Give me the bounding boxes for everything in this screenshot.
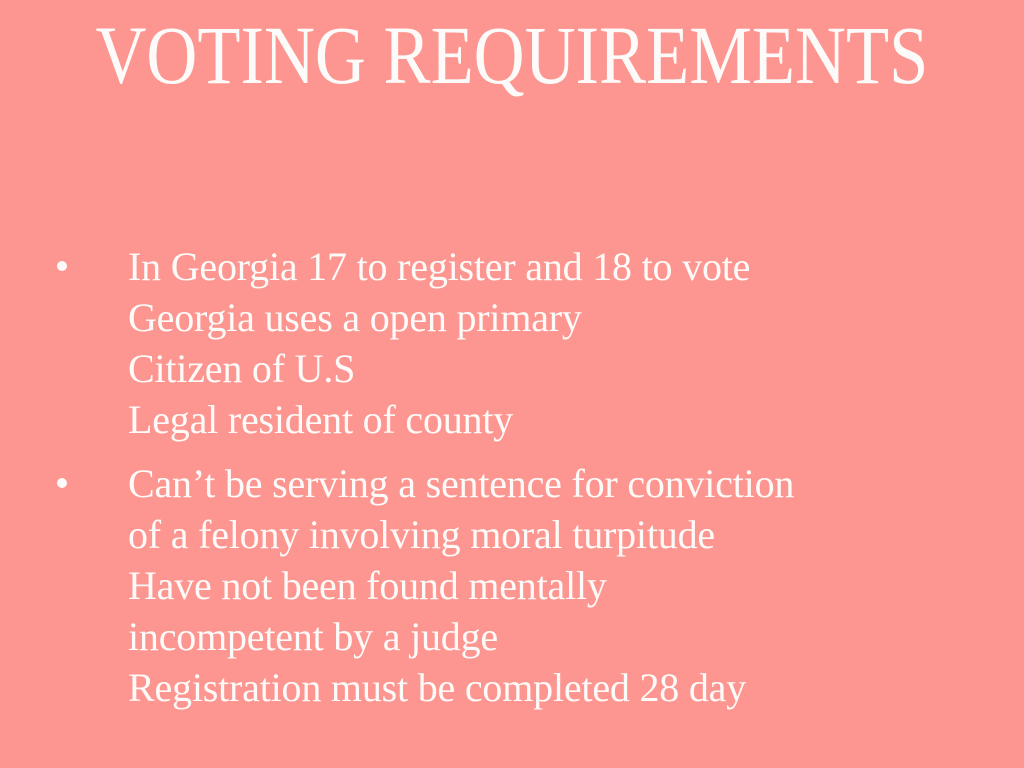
bullet-line: of a felony involving moral turpitude — [128, 512, 715, 557]
bullet-line: In Georgia 17 to register and 18 to vote — [128, 244, 751, 289]
slide-title: VOTING REQUIREMENTS — [95, 9, 929, 101]
bullet-line: Legal resident of county — [128, 397, 514, 442]
bullet-line: incompetent by a judge — [128, 614, 498, 659]
bullet-line: Citizen of U.S — [128, 346, 356, 391]
bullet-list — [0, 241, 1024, 713]
bullet-line: Can’t be serving a sentence for conviction — [128, 461, 795, 506]
bullet-item-2 — [0, 458, 1024, 713]
slide-body — [0, 241, 1024, 726]
bullet-dot-icon — [57, 261, 67, 271]
bullet-item-1 — [0, 241, 1024, 445]
title-area — [0, 9, 1024, 101]
bullet-line: Registration must be completed 28 day — [128, 665, 747, 710]
bullet-line: Have not been found mentally — [128, 563, 607, 608]
bullet-line: Georgia uses a open primary — [128, 295, 582, 340]
bullet-dot-icon — [57, 478, 67, 488]
